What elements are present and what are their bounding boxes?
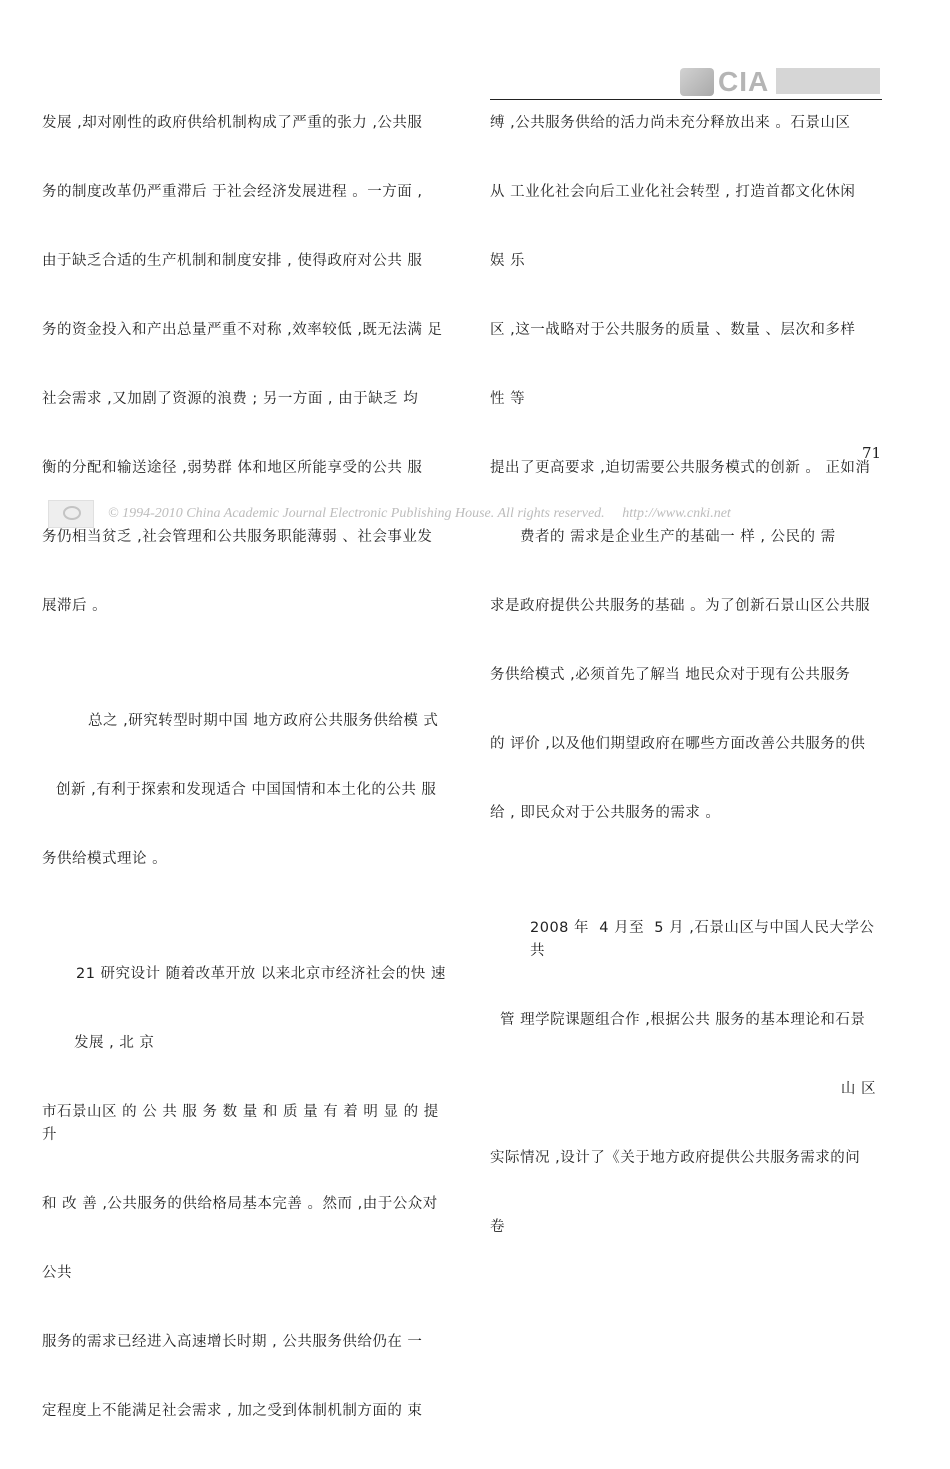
text-line: 费者的 需求是企业生产的基础一 样 , 公民的 需 [520,529,836,545]
text-line: 务的资金投入和产出总量严重不对称 ,效率较低 ,既无法满 足 [42,322,443,338]
paragraph-1 [42,66,450,664]
text-line: 2008 年 4 月至 5 月 ,石景山区与中国人民大学公共 [530,920,875,959]
text-line: 山 区 [840,1081,876,1097]
text-line: 缚 ,公共服务供给的活力尚未充分释放出来 。石景山区 [490,115,851,131]
text-line: 社会需求 ,又加剧了资源的浪费 ; 另一方面 , 由于缺乏 均 [42,391,419,407]
paragraph-4 [490,66,882,871]
text-line: 发展 , 北 京 [74,1035,155,1051]
text-line: 求是政府提供公共服务的基础 。为了创新石景山区公共服 [490,598,871,614]
footer-copyright-line [108,506,731,522]
text-line: 创新 ,有利于探索和发现适合 中国国情和本土化的公共 服 [56,782,437,798]
footer [48,500,848,528]
text-line: 给 , 即民众对于公共服务的需求 。 [490,805,721,821]
text-line: 服务的需求已经进入高速增长时期 , 公共服务供给仍在 一 [42,1334,423,1350]
text-line: 管 理学院课题组合作 ,根据公共 服务的基本理论和石景 [500,1012,866,1028]
text-line: 和 改 善 ,公共服务的供给格局基本完善 。然而 ,由于公众对 [42,1196,438,1212]
text-line: 展滞后 。 [42,598,108,614]
page-number: 71 [862,444,882,462]
paragraph-5 [490,871,882,1285]
text-line: 市石景山区 的 公 共 服 务 数 量 和 质 量 有 着 明 显 的 提 升 [42,1104,444,1143]
text-line: 的 评价 ,以及他们期望政府在哪些方面改善公共服务的供 [490,736,866,752]
text-line: 衡的分配和输送途径 ,弱势群 体和地区所能享受的公共 服 [42,460,423,476]
text-line: 定程度上不能满足社会需求 , 加之受到体制机制方面的 束 [42,1403,423,1419]
text-line: 从 工业化社会向后工业化社会转型 , 打造首都文化休闲 [490,184,856,200]
journal-logo-text: CIA [718,66,770,97]
text-line: 卷 [490,1219,505,1235]
text-line: 务仍相当贫乏 ,社会管理和公共服务职能薄弱 、社会事业发 [42,529,433,545]
footer-url-link[interactable]: http://www.cnki.net [622,506,731,521]
text-line: 提出了更高要求 ,迫切需要公共服务模式的创新 。 正如消 [490,460,871,476]
text-line: 发展 ,却对刚性的政府供给机制构成了严重的张力 ,公共服 [42,115,423,131]
text-line: 区 ,这一战略对于公共服务的质量 、数量 、层次和多样 [490,322,856,338]
text-line: 公共 [42,1265,72,1281]
text-line: 娱 乐 [490,253,526,269]
cnki-logo-icon [48,500,94,528]
paragraph-2 [42,664,450,917]
paragraph-3 [42,917,450,1469]
text-line: 务供给模式理论 。 [42,851,168,867]
text-line: 务的制度改革仍严重滞后 于社会经济发展进程 。一方面 , [42,184,423,200]
text-line: 性 等 [490,391,526,407]
text-line: 总之 ,研究转型时期中国 地方政府公共服务供给模 式 [88,713,439,729]
text-line: 务供给模式 ,必须首先了解当 地民众对于现有公共服务 [490,667,851,683]
text-line: 实际情况 ,设计了《关于地方政府提供公共服务需求的问 [490,1150,861,1166]
left-column [42,66,450,1469]
copyright-text: © 1994-2010 China Academic Journal Electronic Publishing House. All rights reserved. [108,506,605,521]
right-column [490,66,882,1285]
section-heading-line: 21 研究设计 随着改革开放 以来北京市经济社会的快 速 [76,966,446,982]
text-line: 由于缺乏合适的生产机制和制度安排 , 使得政府对公共 服 [42,253,423,269]
